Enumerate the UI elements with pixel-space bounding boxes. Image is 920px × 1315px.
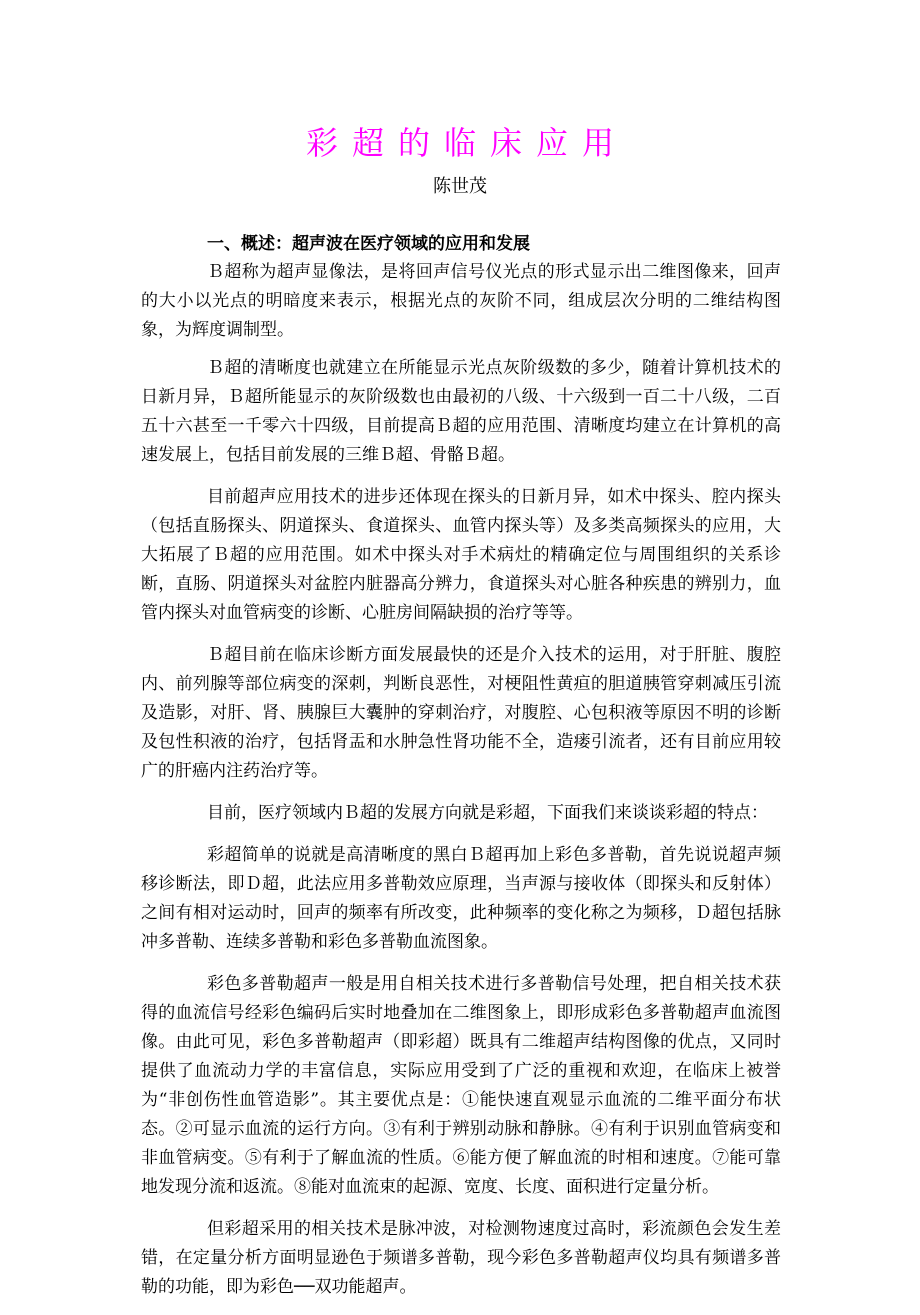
paragraph: Ｂ超称为超声显像法，是将回声信号仪光点的形式显示出二维图像来，回声的大小以光点的明暗度来表示，根据光点的灰阶不同，组成层次分明的二维结构图象，为辉度调制型。 [141, 262, 781, 340]
paragraph: 目前超声应用技术的进步还体现在探头的日新月异，如术中探头、腔内探头（包括直肠探头、阴道探头、食道探头、血管内探头等）及多类高频探头的应用，大大拓展了Ｂ超的应用范围。如术中探头对手术病灶的精确定位与周围组织的关系诊断，直肠、阴道探头对盆腔内脏器高分辨力，食道探头对心脏各种疾患的辨别力，血管内探头对血管病变的诊断、心脏房间隔缺损的治疗等等。 [141, 487, 781, 623]
paragraph: 目前，医疗领域内Ｂ超的发展方向就是彩超，下面我们来谈谈彩超的特点： [207, 803, 768, 823]
document-body [141, 258, 781, 1315]
paragraph: 彩超简单的说就是高清晰度的黑白Ｂ超再加上彩色多普勒，首先说说超声频移诊断法，即Ｄ超，此法应用多普勒效应原理，当声源与接收体（即探头和反射体）之间有相对运动时，回声的频率有所改变，此种频率的变化称之为频移，Ｄ超包括脉冲多普勒、连续多普勒和彩色多普勒血流图象。 [141, 845, 781, 952]
paragraph: Ｂ超目前在临床诊断方面发展最快的还是介入技术的运用，对于肝脏、腹腔内、前列腺等部位病变的深刺，判断良恶性，对梗阻性黄疸的胆道胰管穿刺减压引流及造影，对肝、肾、胰腺巨大囊肿的穿刺治疗，对腹腔、心包积液等原因不明的诊断及包性积液的治疗，包括肾盂和水肿急性肾功能不全，造瘘引流者，还有目前应用较广的肝癌内注药治疗等。 [141, 645, 781, 781]
section-heading: 一、概述：超声波在医疗领域的应用和发展 [207, 234, 530, 254]
paragraph: 彩色多普勒超声一般是用自相关技术进行多普勒信号处理，把自相关技术获得的血流信号经彩色编码后实时地叠加在二维图象上，即形成彩色多普勒超声血流图像。由此可见，彩色多普勒超声（即彩超）既具有二维超声结构图像的优点，又同时提供了血流动力学的丰富信息，实际应用受到了广泛的重视和欢迎，在临床上被誉为“非创伤性血管造影”。其主要优点是：①能快速直观显示血流的二维平面分布状态。②可显示血流的运行方向。③有利于辨别动脉和静脉。④有利于识别血管病变和非血管病变。⑤有利于了解血流的性质。⑥能方便了解血流的时相和速度。⑦能可靠地发现分流和返流。⑧能对血流束的起源、宽度、长度、面积进行定量分析。 [141, 974, 781, 1197]
paragraph: Ｂ超的清晰度也就建立在所能显示光点灰阶级数的多少，随着计算机技术的日新月异，Ｂ超所能显示的灰阶级数也由最初的八级、十六级到一百二十八级，二百五十六甚至一千零六十四级，目前提高Ｂ超的应用范围、清晰度均建立在计算机的高速发展上，包括目前发展的三维Ｂ超、骨骼Ｂ超。 [141, 358, 781, 465]
document-title: 彩超的临床应用 [305, 124, 628, 162]
author-name: 陈世茂 [433, 176, 487, 197]
paragraph: 但彩超采用的相关技术是脉冲波，对检测物速度过高时，彩流颜色会发生差错，在定量分析方面明显逊色于频谱多普勒，现今彩色多普勒超声仪均具有频谱多普勒的功能，即为彩色──双功能超声。 [141, 1219, 781, 1297]
